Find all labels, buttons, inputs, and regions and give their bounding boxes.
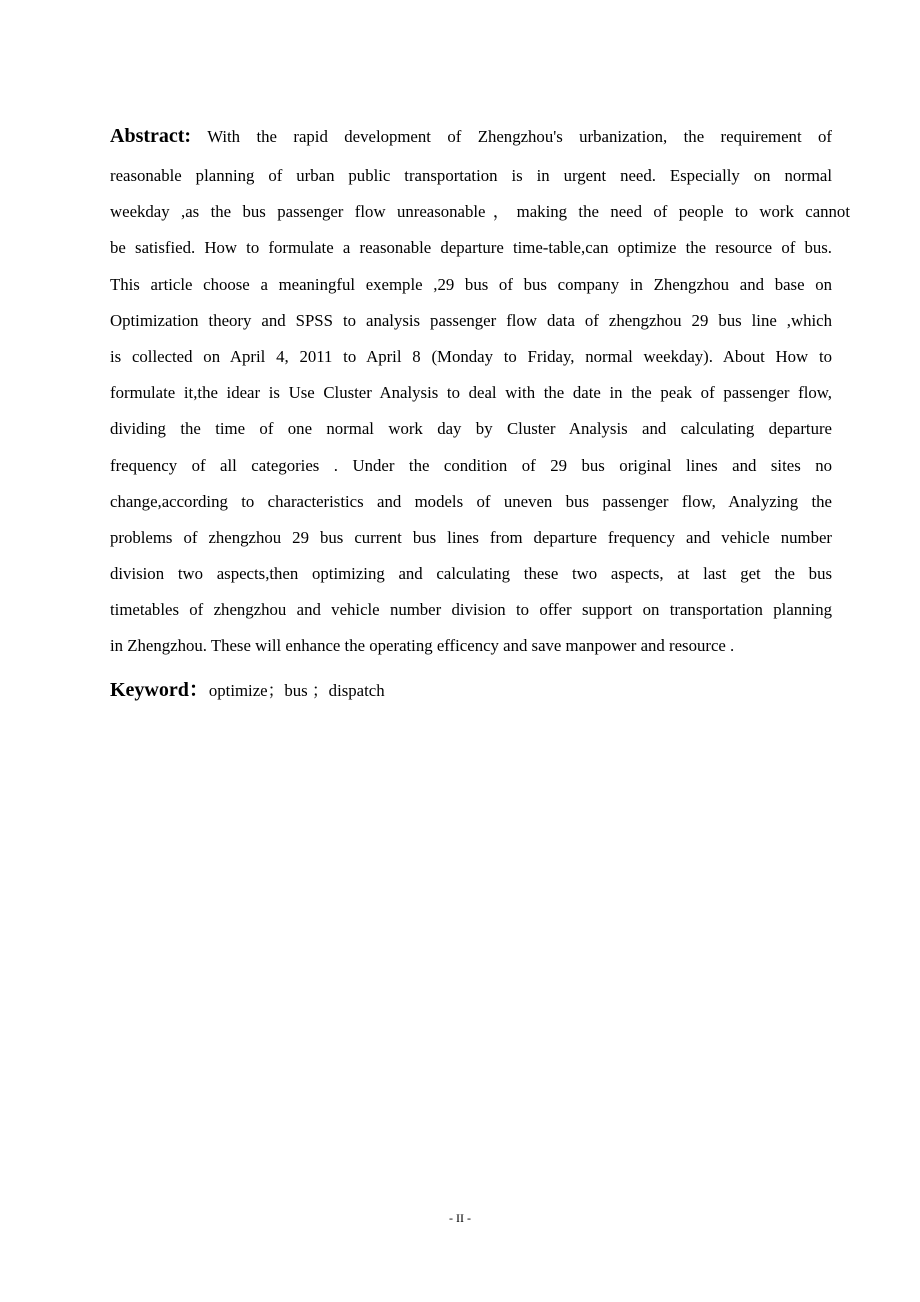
abstract-line: change,according to characteristics and models of uneven bus passenger flow, Analyzing the <box>110 491 832 511</box>
abstract-line: timetables of zhengzhou and vehicle number division to offer support on transportation planning <box>110 600 832 620</box>
abstract-text: With the rapid development of Zhengzhou's urbanization, the requirement of <box>191 127 832 146</box>
abstract-line: be satisfied. How to formulate a reasonable departure time-table,can optimize the resource of bus. <box>110 238 832 258</box>
abstract-line: This article choose a meaningful exemple ,29 bus of bus company in Zhengzhou and base on <box>110 274 832 294</box>
abstract-line: problems of zhengzhou 29 bus current bus lines from departure frequency and vehicle number <box>110 527 832 547</box>
abstract-line: dividing the time of one normal work day by Cluster Analysis and calculating departure <box>110 419 832 439</box>
abstract-line: frequency of all categories . Under the condition of 29 bus original lines and sites no <box>110 455 832 475</box>
abstract-line: is collected on April 4, 2011 to April 8 (Monday to Friday, normal weekday). About How to <box>110 346 832 366</box>
abstract-line: Optimization theory and SPSS to analysis passenger flow data of zhengzhou 29 bus line ,which <box>110 310 832 330</box>
keyword-section <box>110 672 385 709</box>
keyword-label: Keyword： <box>110 679 209 701</box>
abstract-line: reasonable planning of urban public transportation is in urgent need. Especially on normal <box>110 166 832 185</box>
abstract-line: weekday ,as the bus passenger flow unreasonable，making the need of people to work cannot <box>110 202 850 222</box>
abstract-section <box>110 118 850 665</box>
abstract-line: division two aspects,then optimizing and calculating these two aspects, at last get the bus <box>110 564 832 584</box>
abstract-line <box>110 118 832 158</box>
abstract-label: Abstract: <box>110 125 192 147</box>
keyword-text: optimize；bus ；dispatch <box>208 681 385 700</box>
page-number: - II - <box>449 1211 471 1225</box>
abstract-line: in Zhengzhou. These will enhance the operating efficency and save manpower and resource . <box>110 636 735 656</box>
abstract-line: formulate it,the idear is Use Cluster Analysis to deal with the date in the peak of passenger flow, <box>110 383 832 403</box>
